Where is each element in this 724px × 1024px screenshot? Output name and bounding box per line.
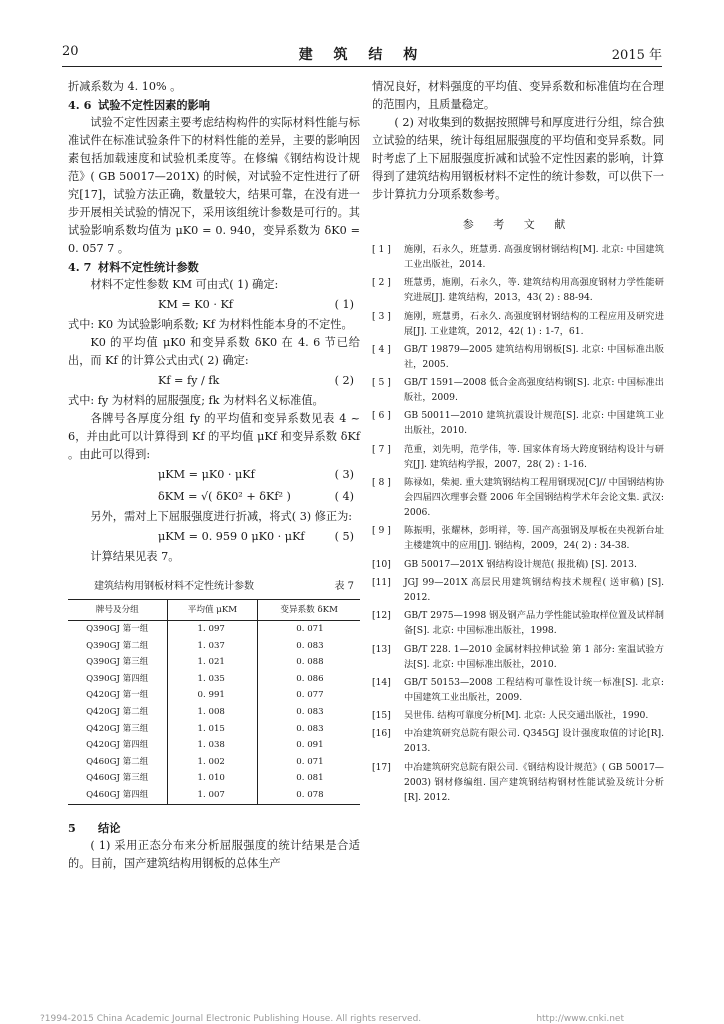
reference-text: 中冶建筑研究总院有限公司. Q345GJ 设计强度取值的讨论[R]. 2013.	[404, 728, 664, 755]
reference-number: [14]	[372, 676, 391, 688]
table-cell: Q390GJ 第二组	[68, 638, 167, 655]
table-cell: Q420GJ 第一组	[68, 687, 167, 704]
page-header	[62, 44, 662, 66]
paragraph: K0 的平均值 μK0 和变异系数 δK0 在 4. 6 节已给出，而 Kf 的计算公式由式( 2) 确定:	[68, 336, 360, 367]
reference-number: [17]	[372, 761, 391, 773]
paragraph: 材料不定性参数 KM 可由式( 1) 确定:	[90, 278, 279, 291]
reference-text: 中冶建筑研究总院有限公司.《钢结构设计规范》( GB 50017—2003) 钢材修编组. 国产建筑钢结构钢材性能试验及统计分析[R]. 2012.	[404, 761, 664, 803]
column-header: 平均值 μKM	[167, 600, 258, 621]
reference-number: [10]	[372, 558, 391, 570]
table-cell: 0. 071	[296, 756, 324, 767]
section-heading-4-7: 4. 7 材料不定性统计参数	[68, 260, 199, 274]
table-cell: Q390GJ 第四组	[68, 671, 167, 688]
reference-text: GB 50011—2010 建筑抗震设计规范[S]. 北京: 中国建筑工业出版社，2010.	[404, 410, 664, 437]
table-cell: 0. 081	[296, 773, 324, 784]
reference-text: 范重，刘先明，范学伟，等. 国家体育场大跨度钢结构设计与研究[J]. 建筑结构学报，2007，28( 2) : 1-16.	[404, 443, 664, 470]
statistics-table	[68, 599, 360, 805]
table-cell: 1. 037	[167, 638, 258, 655]
reference-number: [ 3 ]	[372, 310, 391, 322]
paragraph: 式中: K0 为试验影响系数; Kf 为材料性能本身的不定性。	[68, 318, 353, 331]
journal-year: 2015 年	[611, 48, 662, 63]
reference-text: GB 50017—201X 钢结构设计规范( 报批稿) [S]. 2013.	[404, 558, 637, 570]
table-cell: Q420GJ 第三组	[68, 721, 167, 738]
table-cell: 1. 038	[167, 737, 258, 754]
reference-number: [12]	[372, 610, 391, 622]
paragraph: 试验不定性因素主要考虑结构构件的实际材料性能与标准试件在标准试验条件下的材料性能的差异，主要的影响因素包括加载速度和试验机柔度等。在修编《钢结构设计规范》( GB 50017—201X) 的时候，对试验不定性进行了研究[17]，试验方法正确，数量较大，结果可靠，在没有进一步开展相关试验的情况下，采用该组统计参数是可行的。其试验影响系数均值为 μK0 = 0. 940，变异系数为 δK0 = 0. 057 7 。	[68, 116, 360, 255]
table-label: 表 7	[334, 581, 354, 592]
reference-text: GB/T 1591—2008 低合金高强度结构钢[S]. 北京: 中国标准出版社，2009.	[404, 377, 664, 404]
reference-text: JGJ 99—201X 高层民用建筑钢结构技术规程( 送审稿) [S]. 2012.	[404, 576, 664, 603]
table-cell: Q420GJ 第四组	[68, 737, 167, 754]
table-cell: 1. 097	[167, 621, 258, 638]
reference-text: 班慧勇，施刚，石永久，等. 建筑结构用高强度钢材力学性能研究进展[J]. 建筑结构，2013，43( 2) : 88-94.	[404, 277, 664, 304]
table-cell: 1. 015	[167, 721, 258, 738]
reference-number: [16]	[372, 728, 391, 740]
table-row	[68, 721, 360, 738]
table-cell: 0. 088	[296, 657, 324, 668]
table-cell: Q390GJ 第三组	[68, 654, 167, 671]
footer-url: http://www.cnki.net	[536, 1014, 624, 1024]
reference-item	[372, 475, 664, 520]
table-cell: 0. 091	[296, 740, 324, 751]
table-cell: 0. 077	[296, 690, 324, 701]
equation-1: KM = K0 · Kf ( 1)	[158, 298, 354, 311]
reference-text: 陈禄如，柴昶. 重大建筑钢结构工程用钢现况[C]// 中国钢结构协会四届四次理事会暨 2006 年全国钢结构学术年会论文集. 武汉: 2006.	[404, 477, 664, 519]
equation-3: μKM = μK0 · μKf ( 3)	[158, 468, 354, 481]
reference-item	[372, 675, 664, 705]
paragraph: 折减系数为 4. 10% 。	[68, 80, 182, 93]
table-caption	[68, 578, 360, 596]
table-cell: 1. 010	[167, 770, 258, 787]
header-rule	[62, 66, 662, 67]
paragraph: ( 2) 对收集到的数据按照牌号和厚度进行分组，综合独立试验的结果，统计每组屈服强度的平均值和变异系数。同时考虑了上下屈服强度折减和试验不定性因素的影响，计算得到了建筑结构用钢板材料不定性的统计参数，可以供下一步计算抗力分项系数参考。	[372, 116, 664, 201]
reference-item	[372, 708, 664, 723]
reference-text: 施刚，班慧勇，石永久. 高强度钢材钢结构的工程应用及研究进展[J]. 工业建筑，2012，42( 1) : 1-7，61.	[404, 310, 664, 337]
reference-text: GB/T 50153—2008 工程结构可靠性设计统一标准[S]. 北京: 中国建筑工业出版社，2009.	[404, 676, 664, 703]
section-heading-4-6: 4. 6 试验不定性因素的影响	[68, 98, 210, 112]
reference-number: [ 8 ]	[372, 477, 391, 489]
reference-item	[372, 375, 664, 405]
table-cell: 0. 086	[296, 673, 324, 684]
reference-item	[372, 523, 664, 553]
reference-number: [ 6 ]	[372, 410, 391, 422]
table-cell: Q460GJ 第三组	[68, 770, 167, 787]
table-row	[68, 638, 360, 655]
table-cell: 0. 071	[296, 624, 324, 634]
table-row	[68, 687, 360, 704]
reference-number: [ 2 ]	[372, 277, 391, 289]
table-cell: 1. 002	[167, 754, 258, 771]
reference-item	[372, 309, 664, 339]
reference-text: GB/T 2975—1998 钢及钢产品力学性能试验取样位置及试样制备[S]. 北京: 中国标准出版社，1998.	[404, 610, 664, 637]
reference-item	[372, 242, 664, 272]
reference-item	[372, 342, 664, 372]
reference-text: 陈振明，张耀林，彭明祥，等. 国产高强钢及厚板在央视新台址主楼建筑中的应用[J]. 钢结构，2009，24( 2) : 34-38.	[404, 525, 664, 552]
table-row	[68, 654, 360, 671]
table-cell: 1. 035	[167, 671, 258, 688]
right-column	[372, 78, 664, 808]
table-cell: 1. 021	[167, 654, 258, 671]
reference-list	[372, 242, 664, 805]
equation-2: Kf = fy / fk ( 2)	[158, 374, 354, 387]
table-row	[68, 754, 360, 771]
reference-number: [ 9 ]	[372, 525, 391, 537]
table-cell: Q390GJ 第一组	[68, 621, 167, 638]
paragraph: 计算结果见表 7。	[90, 550, 180, 563]
reference-item	[372, 442, 664, 472]
table-cell: 0. 083	[296, 640, 324, 651]
journal-title: 建 筑 结 构	[298, 47, 426, 63]
reference-number: [15]	[372, 710, 391, 722]
section-heading-5: 5 结论	[68, 820, 121, 835]
table-row	[68, 737, 360, 754]
table-row	[68, 621, 360, 638]
reference-item	[372, 408, 664, 438]
table-row	[68, 704, 360, 721]
reference-text: 吴世伟. 结构可靠度分析[M]. 北京: 人民交通出版社，1990.	[404, 710, 649, 722]
paragraph: 各牌号各厚度分组 fy 的平均值和变异系数见表 4 ~ 6，并由此可以计算得到 Kf 的平均值 μKf 和变异系数 δKf 。由此可以得到:	[68, 412, 360, 461]
reference-number: [ 4 ]	[372, 343, 391, 355]
paragraph: ( 1) 采用正态分布来分析屈服强度的统计结果是合适的。目前，国产建筑结构用钢板的总体生产	[68, 838, 360, 870]
reference-number: [ 1 ]	[372, 244, 391, 255]
table-title: 建筑结构用钢板材料不定性统计参数	[94, 581, 254, 592]
table-row	[68, 787, 360, 804]
table-cell: 0. 078	[296, 789, 324, 800]
column-header: 牌号及分组	[68, 600, 167, 621]
reference-number: [ 7 ]	[372, 443, 391, 455]
table-cell: 0. 083	[296, 723, 324, 734]
reference-item	[372, 726, 664, 756]
reference-item	[372, 275, 664, 305]
table-cell: 0. 083	[296, 706, 324, 717]
table-row	[68, 770, 360, 787]
references-heading: 参 考 文 献	[462, 218, 574, 231]
table-cell: Q460GJ 第四组	[68, 787, 167, 804]
reference-item	[372, 642, 664, 672]
equation-4: δKM = √( δK0² + δKf² ) ( 4)	[158, 490, 354, 503]
reference-number: [11]	[372, 576, 391, 588]
reference-text: 施刚，石永久，班慧勇. 高强度钢材钢结构[M]. 北京: 中国建筑工业出版社，2014.	[404, 244, 664, 270]
reference-item	[372, 760, 664, 805]
table-cell: 1. 008	[167, 704, 258, 721]
reference-item	[372, 575, 664, 605]
left-column	[68, 78, 360, 873]
paragraph: 情况良好，材料强度的平均值、变异系数和标准值均在合理的范围内，且质量稳定。	[372, 80, 664, 111]
table-cell: 0. 991	[167, 687, 258, 704]
reference-text: GB/T 19879—2005 建筑结构用钢板[S]. 北京: 中国标准出版社，2005.	[404, 343, 664, 370]
column-header: 变异系数 δKM	[280, 605, 338, 615]
paragraph: 另外，需对上下屈服强度进行折减，将式( 3) 修正为:	[90, 510, 353, 523]
table-cell: 1. 007	[167, 787, 258, 804]
reference-text: GB/T 228. 1—2010 金属材料拉伸试验 第 1 部分: 室温试验方法[S]. 北京: 中国标准出版社，2010.	[404, 643, 664, 670]
reference-number: [13]	[372, 643, 391, 655]
copyright-notice: ?1994-2015 China Academic Journal Electronic Publishing House. All rights reserved.	[40, 1014, 422, 1024]
table-cell: Q460GJ 第二组	[68, 754, 167, 771]
paragraph: 式中: fy 为材料的屈服强度; fk 为材料名义标准值。	[68, 394, 324, 407]
table-cell: Q420GJ 第二组	[68, 704, 167, 721]
reference-number: [ 5 ]	[372, 377, 391, 389]
page-number: 20	[62, 44, 79, 59]
table-header-row	[68, 600, 360, 621]
table-row	[68, 671, 360, 688]
reference-item	[372, 608, 664, 638]
reference-item	[372, 557, 664, 572]
equation-5: μKM = 0. 959 0 μK0 · μKf ( 5)	[158, 530, 354, 543]
